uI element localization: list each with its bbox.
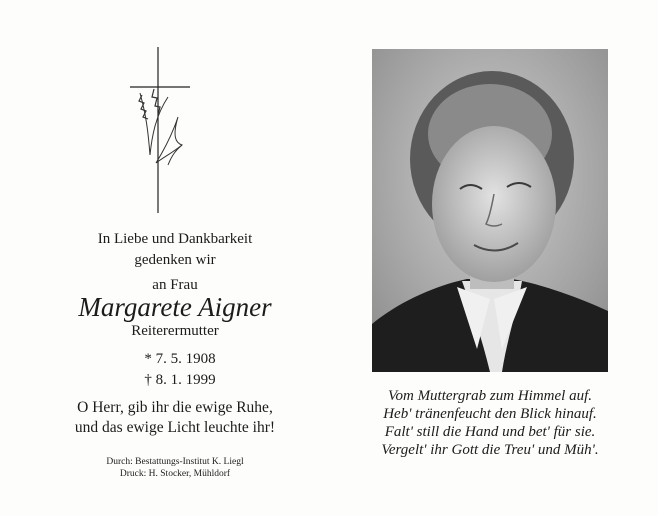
prayer-line: und das ewige Licht leuchte ihr!: [74, 419, 276, 436]
deceased-role: Reiterermutter: [131, 323, 219, 339]
intro-text: [40, 229, 310, 296]
life-dates: [100, 349, 260, 391]
prayer-text: [30, 398, 320, 438]
verse-line: Heb' tränenfeucht den Blick hinauf.: [383, 406, 597, 422]
birth-date: * 7. 5. 1908: [144, 351, 216, 367]
portrait-photo: [372, 49, 608, 372]
credit-line: Durch: Bestattungs-Institut K. Liegl: [106, 457, 244, 467]
credit-line: Druck: H. Stocker, Mühldorf: [119, 469, 231, 479]
memorial-verse: [350, 387, 630, 459]
credits: [40, 456, 310, 480]
verse-line: Vergelt' ihr Gott die Treu' und Müh'.: [381, 442, 599, 458]
portrait-illustration: [372, 49, 608, 372]
intro-line: gedenken wir: [134, 252, 216, 268]
intro-line: In Liebe und Dankbarkeit: [97, 231, 253, 247]
intro-line: an Frau: [152, 277, 198, 293]
verse-line: Falt' still die Hand und bet' für sie.: [384, 424, 596, 440]
deceased-name: Margarete Aigner: [78, 292, 272, 322]
prayer-line: O Herr, gib ihr die ewige Ruhe,: [77, 399, 273, 416]
death-date: † 8. 1. 1999: [144, 372, 216, 388]
verse-line: Vom Muttergrab zum Himmel auf.: [387, 388, 593, 404]
cross-with-wheat-icon: [120, 45, 200, 215]
